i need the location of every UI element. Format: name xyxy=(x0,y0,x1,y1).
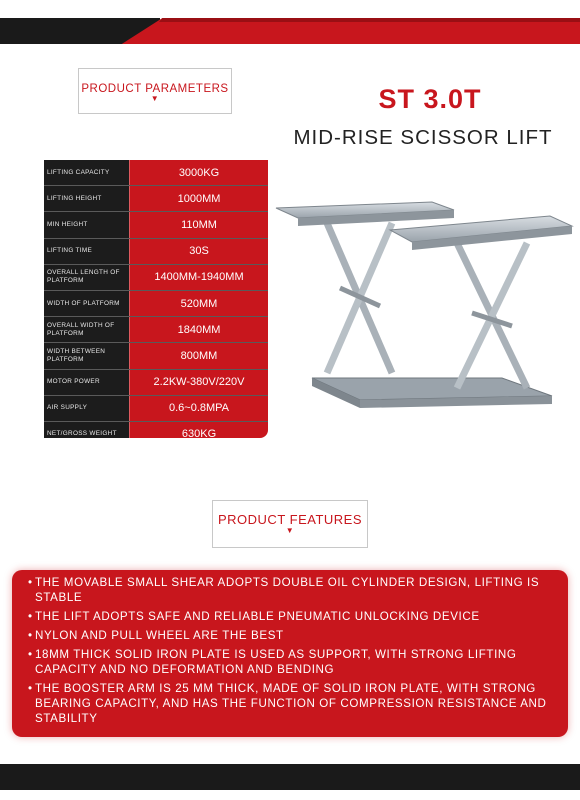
feature-item: • NYLON AND PULL WHEEL ARE THE BEST xyxy=(35,628,568,643)
spec-row xyxy=(44,422,268,438)
spec-value: 30S xyxy=(129,239,268,264)
spec-row xyxy=(44,212,268,238)
spec-value: 1400MM-1940MM xyxy=(129,265,268,290)
features-list xyxy=(12,570,568,726)
spec-row xyxy=(44,265,268,291)
spec-key: OVERALL LENGTH OF PLATFORM xyxy=(44,265,129,290)
spec-key: NET/GROSS WEIGHT xyxy=(44,422,129,438)
spec-value: 520MM xyxy=(129,291,268,316)
bottom-banner xyxy=(0,764,580,790)
spec-key: MOTOR POWER xyxy=(44,370,129,395)
spec-value: 2.2KW-380V/220V xyxy=(129,370,268,395)
product-features-text: PRODUCT FEATURES xyxy=(217,512,363,527)
spec-value: 1000MM xyxy=(129,186,268,211)
spec-key: OVERALL WIDTH OF PLATFORM xyxy=(44,317,129,342)
product-parameters-label xyxy=(78,68,232,114)
spec-value: 1840MM xyxy=(129,317,268,342)
features-panel xyxy=(12,570,568,737)
spec-row xyxy=(44,160,268,186)
spec-row xyxy=(44,396,268,422)
spec-key: WIDTH OF PLATFORM xyxy=(44,291,129,316)
triangle-down-icon: ▼ xyxy=(285,526,295,535)
spec-key: LIFTING CAPACITY xyxy=(44,160,129,185)
spec-key: AIR SUPPLY xyxy=(44,396,129,421)
spec-row xyxy=(44,370,268,396)
spec-row xyxy=(44,317,268,343)
product-features-label xyxy=(212,500,368,548)
spec-value: 3000KG xyxy=(129,160,268,185)
product-name: MID-RISE SCISSOR LIFT xyxy=(293,126,553,149)
spec-key: MIN HEIGHT xyxy=(44,212,129,237)
spec-key: WIDTH BETWEEN PLATFORM xyxy=(44,343,129,368)
feature-item: • 18MM THICK SOLID IRON PLATE IS USED AS SUPPORT, WITH STRONG LIFTING CAPACITY AND NO DEFORMATION AND BENDING xyxy=(35,647,568,677)
spec-row xyxy=(44,239,268,265)
spec-key: LIFTING HEIGHT xyxy=(44,186,129,211)
spec-value: 0.6~0.8MPA xyxy=(129,396,268,421)
spec-value: 800MM xyxy=(129,343,268,368)
top-banner xyxy=(0,18,580,44)
triangle-down-icon: ▼ xyxy=(150,94,160,103)
spec-key: LIFTING TIME xyxy=(44,239,129,264)
spec-row xyxy=(44,343,268,369)
spec-value: 110MM xyxy=(129,212,268,237)
product-model: ST 3.0T xyxy=(378,84,482,114)
spec-value: 630KG xyxy=(129,422,268,438)
feature-item: • THE MOVABLE SMALL SHEAR ADOPTS DOUBLE OIL CYLINDER DESIGN, LIFTING IS STABLE xyxy=(35,575,568,605)
specs-table xyxy=(44,160,268,438)
feature-item: • THE LIFT ADOPTS SAFE AND RELIABLE PNEUMATIC UNLOCKING DEVICE xyxy=(35,609,568,624)
feature-item: • THE BOOSTER ARM IS 25 MM THICK, MADE OF SOLID IRON PLATE, WITH STRONG BEARING CAPACITY, AND HAS THE FUNCTION OF COMPRESSION RESISTANCE AND STABILITY xyxy=(35,681,568,726)
spec-row xyxy=(44,291,268,317)
spec-row xyxy=(44,186,268,212)
scissor-lift-image xyxy=(272,188,576,420)
product-parameters-text: PRODUCT PARAMETERS xyxy=(81,83,229,95)
